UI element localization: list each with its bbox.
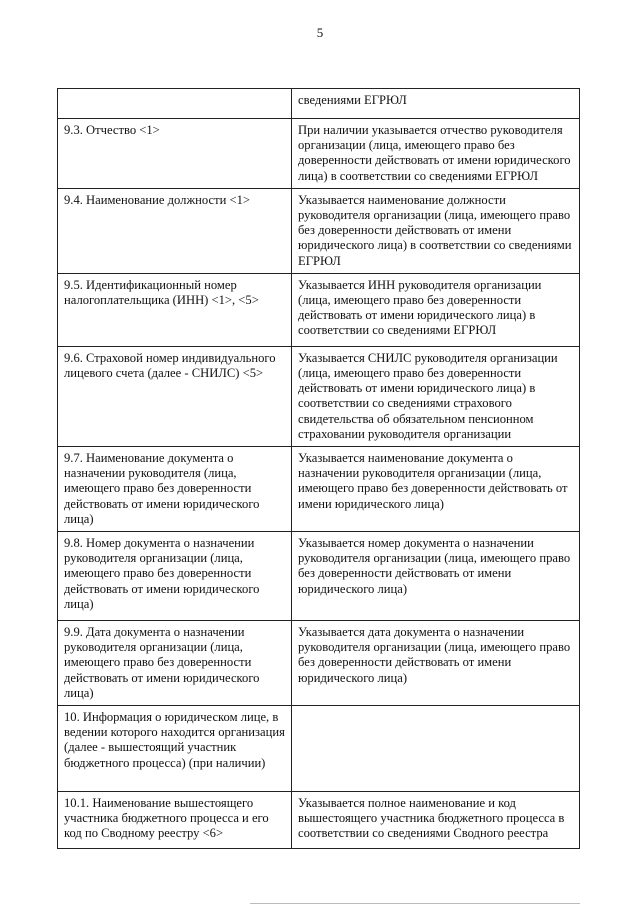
field-name-cell: 9.3. Отчество <1> xyxy=(58,119,292,189)
table-row xyxy=(58,119,580,189)
table-row xyxy=(58,346,580,446)
field-name-cell xyxy=(58,89,292,119)
table-row xyxy=(58,532,580,621)
page-number: 5 xyxy=(316,25,324,40)
table-row xyxy=(58,273,580,346)
field-description-cell: Указывается номер документа о назначении руководителя организации (лица, имеющего право без доверенности действовать от имени юридического лица) xyxy=(292,532,580,621)
requirements-table xyxy=(57,88,580,849)
table-row xyxy=(58,621,580,706)
field-name-cell: 9.9. Дата документа о назначении руководителя организации (лица, имеющего право без доверенности действовать от имени юридического лица) xyxy=(58,621,292,706)
field-description-cell: Указывается СНИЛС руководителя организации (лица, имеющего право без доверенности действовать от имени юридического лица) в соответствии со сведениями страхового свидетельства об обязательном пенсионном страховании руководителя организации xyxy=(292,346,580,446)
field-description-cell: При наличии указывается отчество руководителя организации (лица, имеющего право без доверенности действовать от имени юридического лица) в соответствии со сведениями ЕГРЮЛ xyxy=(292,119,580,189)
table-row xyxy=(58,89,580,119)
field-description-cell: сведениями ЕГРЮЛ xyxy=(292,89,580,119)
field-description-cell xyxy=(292,706,580,792)
table-row xyxy=(58,792,580,849)
table-row xyxy=(58,188,580,273)
table-row xyxy=(58,447,580,532)
field-description-cell: Указывается ИНН руководителя организации (лица, имеющего право без доверенности действовать от имени юридического лица) в соответствии со сведениями ЕГРЮЛ xyxy=(292,273,580,346)
field-name-cell: 9.4. Наименование должности <1> xyxy=(58,188,292,273)
field-description-cell: Указывается полное наименование и код вышестоящего участника бюджетного процесса в соответствии со сведениями Сводного реестра xyxy=(292,792,580,849)
field-name-cell: 10. Информация о юридическом лице, в ведении которого находится организация (далее - вышестоящий участник бюджетного процесса) (при наличии) xyxy=(58,706,292,792)
field-description-cell: Указывается дата документа о назначении руководителя организации (лица, имеющего право без доверенности действовать от имени юридического лица) xyxy=(292,621,580,706)
field-name-cell: 10.1. Наименование вышестоящего участника бюджетного процесса и его код по Сводному реестру <6> xyxy=(58,792,292,849)
scan-edge-line xyxy=(250,903,580,904)
field-name-cell: 9.7. Наименование документа о назначении руководителя (лица, имеющего право без доверенности действовать от имени юридического лица) xyxy=(58,447,292,532)
field-name-cell: 9.8. Номер документа о назначении руководителя организации (лица, имеющего право без доверенности действовать от имени юридического лица) xyxy=(58,532,292,621)
field-description-cell: Указывается наименование документа о назначении руководителя организации (лица, имеющего право без доверенности действовать от имени юридического лица) xyxy=(292,447,580,532)
table-row xyxy=(58,706,580,792)
field-name-cell: 9.6. Страховой номер индивидуального лицевого счета (далее - СНИЛС) <5> xyxy=(58,346,292,446)
field-name-cell: 9.5. Идентификационный номер налогоплательщика (ИНН) <1>, <5> xyxy=(58,273,292,346)
field-description-cell: Указывается наименование должности руководителя организации (лица, имеющего право без доверенности действовать от имени юридического лица) в соответствии со сведениями ЕГРЮЛ xyxy=(292,188,580,273)
